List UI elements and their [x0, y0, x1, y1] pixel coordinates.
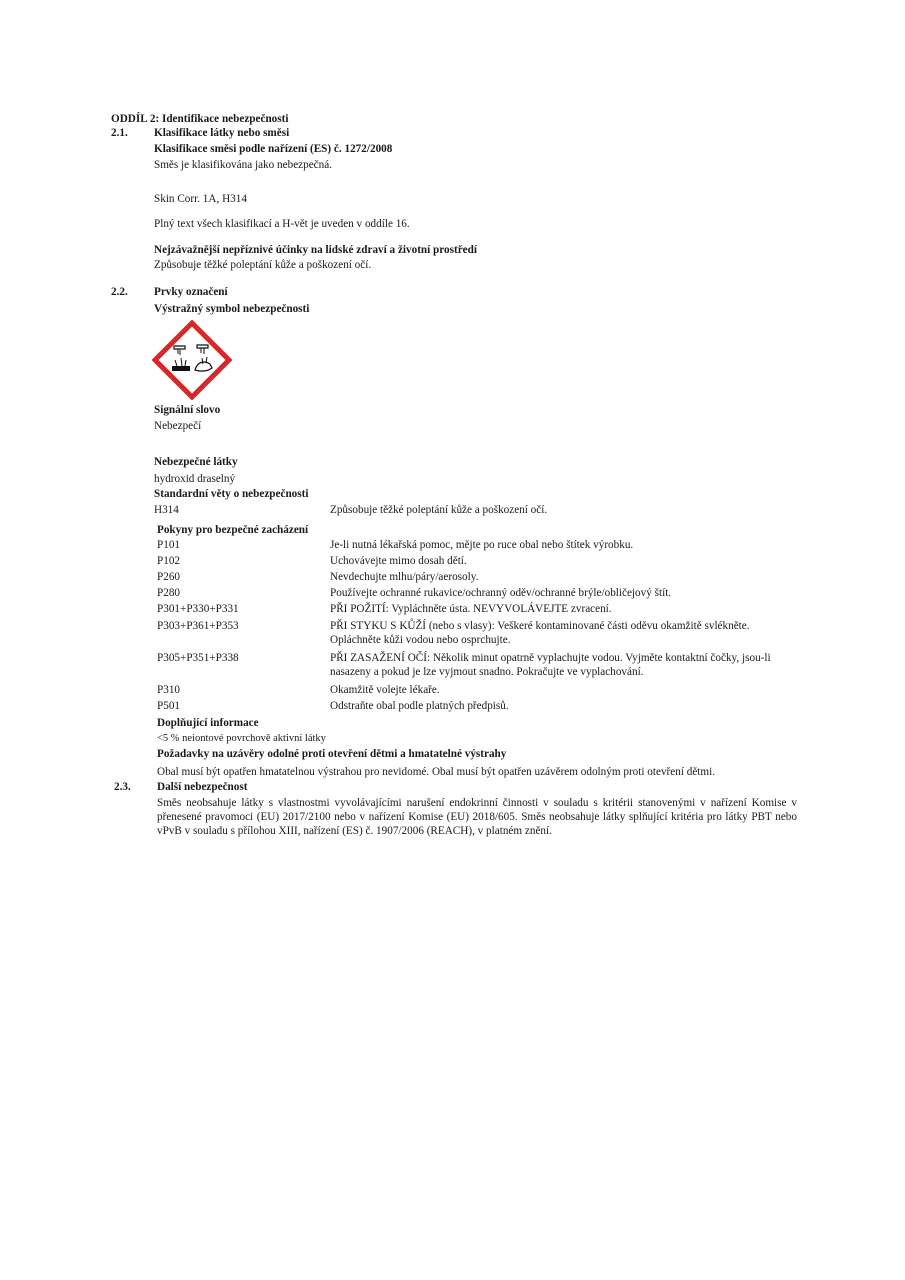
precaution-text: PŘI ZASAŽENÍ OČÍ: Několik minut opatrně vyplachujte vodou. Vyjměte kontaktní čočky, jsou-li nasazeny a pokud je lze vyjmout snadno. Pokračujte ve vyplachování.	[330, 652, 771, 678]
precaution-code: P101	[157, 539, 181, 551]
hazardous-substances-heading: Nebezpečné látky	[154, 456, 238, 468]
precaution-text: Je-li nutná lékařská pomoc, mějte po ruce obal nebo štítek výrobku.	[330, 539, 634, 551]
precaution-code: P303+P361+P353	[157, 620, 239, 632]
classification-list: Skin Corr. 1A, H314	[154, 193, 247, 205]
precaution-text: Nevdechujte mlhu/páry/aerosoly.	[330, 571, 479, 583]
section-2-3-heading: Další nebezpečnost	[157, 781, 248, 793]
full-text-note: Plný text všech klasifikací a H-vět je uveden v oddíle 16.	[154, 218, 410, 230]
section-2-2-number: 2.2.	[111, 286, 128, 298]
hazard-statements-heading: Standardní věty o nebezpečnosti	[154, 488, 309, 500]
signal-word-heading: Signální slovo	[154, 404, 221, 416]
section-2-2-heading: Prvky označení	[154, 286, 228, 298]
section-2-1-heading: Klasifikace látky nebo směsi	[154, 127, 290, 139]
closure-heading: Požadavky na uzávěry odolné proti otevření dětmi a hmatatelné výstrahy	[157, 748, 507, 760]
precaution-text: Okamžitě volejte lékaře.	[330, 684, 440, 696]
signal-word: Nebezpečí	[154, 420, 202, 432]
adverse-effects-text: Způsobuje těžké poleptání kůže a poškození očí.	[154, 259, 372, 271]
precaution-code: P260	[157, 571, 181, 583]
section-2-3-number: 2.3.	[114, 781, 131, 793]
precaution-text: PŘI STYKU S KŮŽÍ (nebo s vlasy): Veškeré kontaminované části oděvu okamžitě svlékněte. Opláchněte kůži vodou nebo osprchujte.	[330, 620, 750, 646]
precaution-code: P310	[157, 684, 181, 696]
supplementary-text: <5 % neiontové povrchově aktivní látky	[157, 733, 326, 744]
other-hazards-text: Směs neobsahuje látky s vlastnostmi vyvolávajícími narušení endokrinní činnosti v souladu s kritérii stanovenými v nařízení Komise v přenesené pravomoci (EU) 2017/2100 nebo v nařízení Komise (EU) 2018/605. Směs neobsahuje látky splňující kritéria pro látky PBT nebo vPvB v souladu s přílohou XIII, nařízení (ES) č. 1907/2006 (REACH), v platném znění.	[157, 797, 797, 837]
adverse-effects-heading: Nejzávažnější nepříznivé účinky na lidské zdraví a životní prostředí	[154, 244, 477, 256]
hazard-code: H314	[154, 504, 179, 516]
hazard-text: Způsobuje těžké poleptání kůže a poškození očí.	[330, 504, 548, 516]
classified-statement: Směs je klasifikována jako nebezpečná.	[154, 159, 333, 171]
precaution-code: P102	[157, 555, 181, 567]
precaution-text: Používejte ochranné rukavice/ochranný oděv/ochranné brýle/obličejový štít.	[330, 587, 672, 599]
classification-subheading: Klasifikace směsi podle nařízení (ES) č. 1272/2008	[154, 143, 393, 155]
supplementary-heading: Doplňující informace	[157, 717, 259, 729]
section-title: ODDÍL 2: Identifikace nebezpečnosti	[111, 113, 289, 125]
precautionary-heading: Pokyny pro bezpečné zacházení	[157, 524, 309, 536]
closure-text: Obal musí být opatřen hmatatelnou výstrahou pro nevidomé. Obal musí být opatřen uzávěrem odolným proti otevření dětmi.	[157, 766, 716, 778]
precaution-text: Odstraňte obal podle platných předpisů.	[330, 700, 509, 712]
hazardous-substance: hydroxid draselný	[154, 473, 236, 485]
precaution-text: Uchovávejte mimo dosah dětí.	[330, 555, 467, 567]
precaution-code: P305+P351+P338	[157, 652, 239, 664]
hazard-symbol-heading: Výstražný symbol nebezpečnosti	[154, 303, 310, 315]
precaution-code: P301+P330+P331	[157, 603, 239, 615]
precaution-code: P501	[157, 700, 181, 712]
precaution-text: PŘI POŽITÍ: Vypláchněte ústa. NEVYVOLÁVEJTE zvracení.	[330, 603, 612, 615]
section-2-1-number: 2.1.	[111, 127, 128, 139]
corrosion-pictogram-icon	[152, 320, 232, 400]
precaution-code: P280	[157, 587, 181, 599]
